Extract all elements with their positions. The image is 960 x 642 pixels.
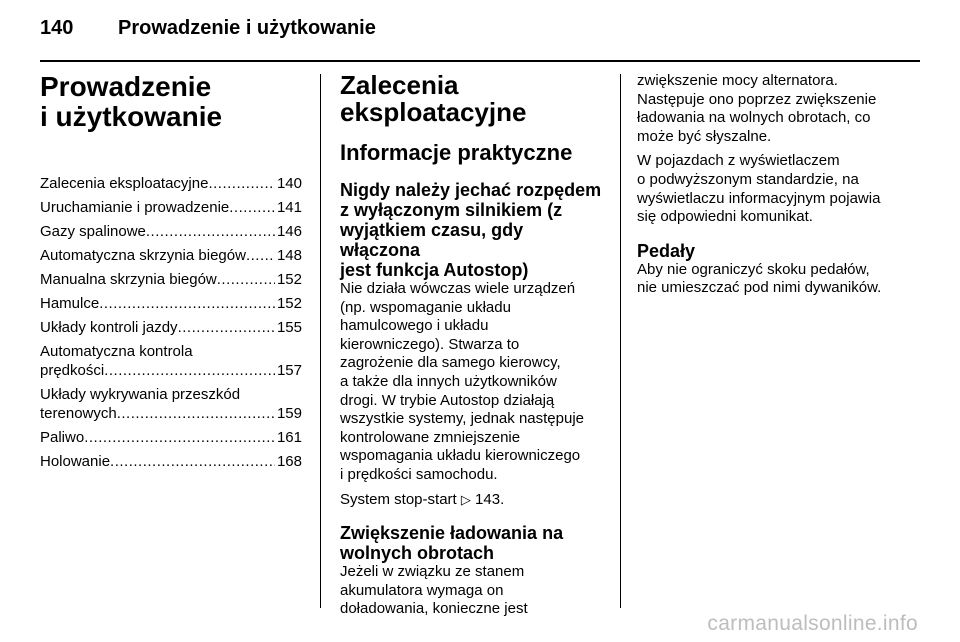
subsection-title: Informacje praktyczne: [340, 140, 573, 165]
toc-page: 168: [276, 453, 302, 470]
toc-item[interactable]: [40, 174, 302, 193]
toc-item[interactable]: [40, 222, 302, 241]
continuation-column: [637, 72, 920, 304]
cross-reference[interactable]: [340, 491, 604, 510]
heading-autostop: [340, 180, 604, 280]
text-line: Aby nie ograniczyć skoku pedałów,: [637, 260, 870, 278]
text-line: się odpowiedni komunikat.: [637, 208, 813, 226]
reference-text: System stop-start: [340, 490, 457, 508]
toc-list: [40, 174, 302, 471]
section-title-line1: Zalecenia: [340, 70, 459, 100]
toc-page: 161: [276, 429, 302, 446]
toc-title: Holowanie: [40, 453, 111, 470]
paragraph-pedals: [637, 261, 920, 298]
toc-title-line1: Automatyczna kontrola: [40, 343, 193, 360]
toc-title-line2: prędkości: [40, 362, 105, 379]
text-line: Jeżeli w związku ze stanem: [340, 563, 525, 581]
toc-item[interactable]: [40, 246, 302, 265]
text-line: kontrolowane zmniejszenie: [340, 428, 521, 446]
text-line: kierowniczego). Stwarza to: [340, 335, 520, 353]
text-line: Następuje ono poprzez zwiększenie: [637, 90, 877, 108]
header-rule: [40, 60, 920, 62]
chapter-title-line1: Prowadzenie: [40, 71, 212, 102]
column-divider-right: [620, 74, 621, 608]
toc-title: Uruchamianie i prowadzenie: [40, 199, 230, 216]
reference-page: 143.: [475, 490, 505, 508]
heading-line: jest funkcja Autostop): [340, 260, 529, 280]
toc-page: 155: [276, 319, 302, 336]
section-title: [340, 72, 604, 126]
paragraph-alternator: [637, 72, 920, 146]
toc-item[interactable]: [40, 452, 302, 471]
heading-pedals: Pedały: [637, 240, 696, 261]
chapter-title-line2: i użytkowanie: [40, 101, 223, 132]
page-number: 140: [40, 17, 74, 39]
toc-title-line2: terenowych: [40, 405, 117, 422]
paragraph-charging: [340, 563, 604, 619]
toc-page: 146: [276, 223, 302, 240]
watermark: carmanualsonline.info: [707, 612, 918, 635]
header-section-title: Prowadzenie i użytkowanie: [118, 17, 376, 39]
toc-item[interactable]: [40, 385, 302, 423]
heading-line: Zwiększenie ładowania na: [340, 523, 564, 544]
toc-item[interactable]: [40, 428, 302, 447]
toc-page: 157: [276, 362, 302, 379]
paragraph-display: [637, 152, 920, 226]
toc-title: Paliwo: [40, 429, 85, 446]
toc-title: Układy kontroli jazdy: [40, 319, 178, 336]
text-line: akumulatora wymaga on: [340, 581, 504, 599]
page-header: [40, 14, 920, 42]
toc-item[interactable]: [40, 318, 302, 337]
text-line: może być słyszalne.: [637, 127, 772, 145]
toc-page: 148: [276, 247, 302, 264]
toc-page: 152: [276, 295, 302, 312]
toc-column: [40, 72, 302, 476]
toc-title: Hamulce: [40, 295, 100, 312]
text-line: a także dla innych użytkowników: [340, 372, 557, 390]
heading-line: wolnych obrotach: [340, 543, 495, 564]
section-title-line2: eksploatacyjne: [340, 97, 527, 127]
text-line: W pojazdach z wyświetlaczem: [637, 152, 840, 170]
toc-title: Manualna skrzynia biegów: [40, 271, 217, 288]
text-line: Nie działa wówczas wiele urządzeń: [340, 280, 576, 297]
toc-page: 152: [276, 271, 302, 288]
text-line: ładowania na wolnych obrotach, co: [637, 109, 871, 127]
toc-title: Gazy spalinowe: [40, 223, 146, 240]
text-line: wszystkie systemy, jednak następuje: [340, 410, 584, 428]
text-line: o podwyższonym standardzie, na: [637, 170, 859, 188]
recommendations-column: [340, 72, 604, 625]
text-line: nie umieszczać pod nimi dywaników.: [637, 279, 882, 297]
toc-page: 141: [276, 199, 302, 216]
text-line: zwiększenie mocy alternatora.: [637, 72, 838, 89]
toc-page: 159: [276, 405, 302, 422]
heading-charging: [340, 523, 604, 563]
column-divider-left: [320, 74, 321, 608]
text-line: i prędkości samochodu.: [340, 465, 498, 483]
heading-line: wyjątkiem czasu, gdy włączona: [340, 220, 524, 260]
heading-line: z wyłączonym silnikiem (z: [340, 200, 563, 220]
toc-title: Automatyczna skrzynia biegów: [40, 247, 246, 264]
toc-item[interactable]: [40, 294, 302, 313]
toc-title: Zalecenia eksploatacyjne: [40, 175, 209, 192]
toc-page: 140: [276, 175, 302, 192]
text-line: hamulcowego i układu: [340, 317, 489, 335]
text-line: zagrożenie dla samego kierowcy,: [340, 354, 561, 372]
reference-arrow-icon: ▷: [460, 491, 471, 507]
toc-item[interactable]: [40, 198, 302, 217]
paragraph-autostop: [340, 280, 604, 485]
toc-item[interactable]: [40, 270, 302, 289]
toc-title-line1: Układy wykrywania przeszkód: [40, 386, 241, 403]
text-line: wspomagania układu kierowniczego: [340, 447, 581, 465]
text-line: wyświetlaczu informacyjnym pojawia: [637, 189, 881, 207]
heading-line: Nigdy należy jechać rozpędem: [340, 180, 602, 200]
toc-item[interactable]: [40, 342, 302, 380]
text-line: drogi. W trybie Autostop działają: [340, 391, 555, 409]
chapter-title: [40, 72, 302, 132]
text-line: doładowania, konieczne jest: [340, 600, 528, 618]
text-line: (np. wspomaganie układu: [340, 298, 511, 316]
